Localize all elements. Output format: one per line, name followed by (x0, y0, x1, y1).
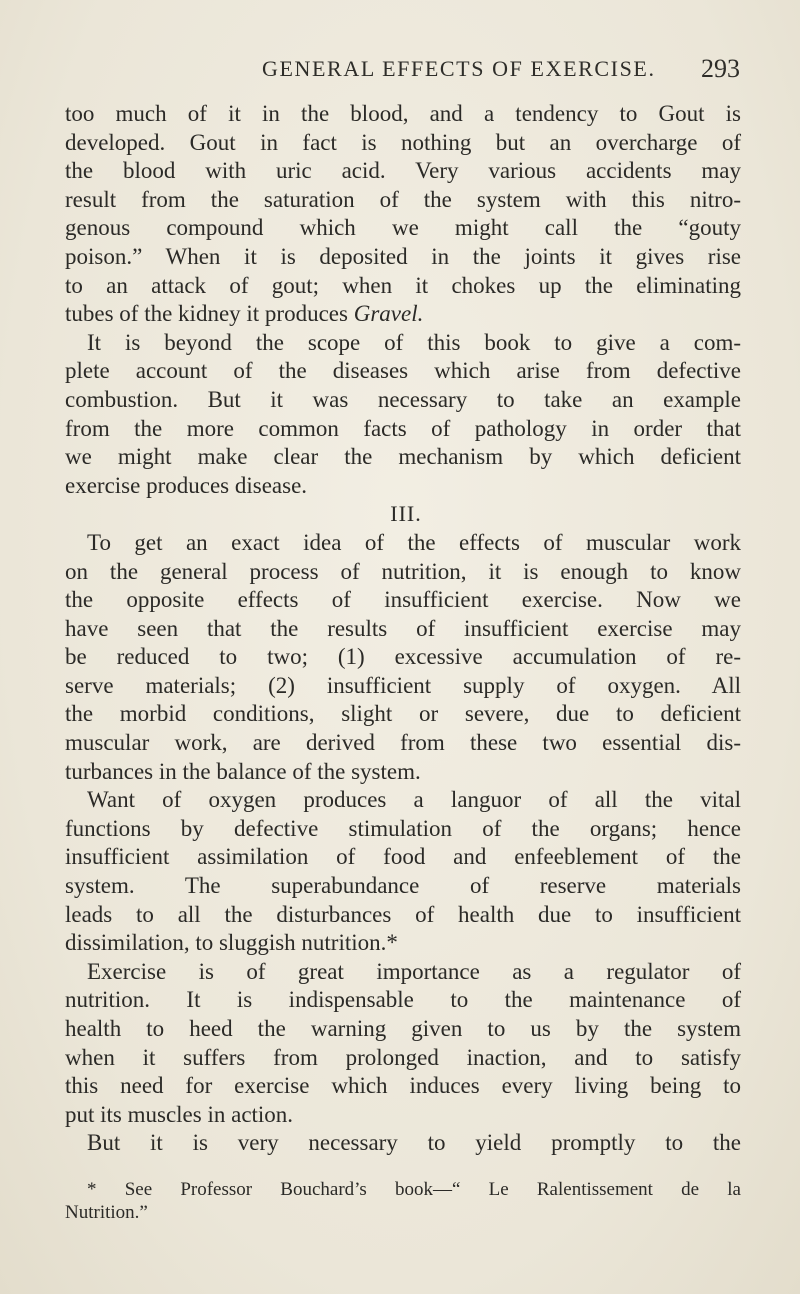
footnote-line: Nutrition.” (65, 1202, 148, 1223)
text-line: developed. Gout in fact is nothing but an overcharge of (65, 129, 741, 155)
text-line: leads to all the disturbances of health due to insufficient (65, 901, 741, 927)
section-number: III. (390, 501, 422, 527)
text-line: functions by defective stimulation of the organs; hence (65, 815, 741, 841)
italic-term-gravel: Gravel. (353, 301, 424, 327)
text-line: put its muscles in action. (65, 1101, 294, 1127)
page-number: 293 (701, 54, 740, 83)
text-line: the opposite effects of insufficient exercise. Now we (65, 587, 741, 613)
text-line: Exercise is of great importance as a regulator of (87, 958, 741, 984)
footnote-line: * See Professor Bouchard’s book—“ Le Ralentissement de la (87, 1179, 741, 1200)
text-line: result from the saturation of the system with this nitro- (65, 186, 741, 212)
text-line: be reduced to two; (1) excessive accumulation of re- (65, 644, 741, 670)
text-line: the blood with uric acid. Very various accidents may (65, 158, 741, 184)
text-line: turbances in the balance of the system. (65, 758, 421, 784)
text-fragment: tubes of the kidney it produces (65, 301, 348, 327)
text-line: But it is very necessary to yield promptly to the (87, 1130, 741, 1156)
page-header (0, 56, 800, 88)
footnote (65, 1178, 741, 1224)
text-line: insufficient assimilation of food and enfeeblement of the (65, 844, 741, 870)
text-line: to an attack of gout; when it chokes up the eliminating (65, 272, 741, 298)
text-line: poison.” When it is deposited in the joints it gives rise (65, 243, 741, 269)
text-line: To get an exact idea of the effects of muscular work (87, 529, 741, 555)
text-line: serve materials; (2) insufficient supply of oxygen. All (65, 672, 741, 698)
text-line: too much of it in the blood, and a tendency to Gout is (65, 101, 741, 126)
text-line: plete account of the diseases which arise from defective (65, 358, 741, 384)
text-line: muscular work, are derived from these two essential dis- (65, 730, 741, 756)
text-line: we might make clear the mechanism by which deficient (65, 444, 741, 470)
text-line: nutrition. It is indispensable to the maintenance of (65, 987, 741, 1013)
text-line: on the general process of nutrition, it is enough to know (65, 558, 741, 584)
text-line: when it suffers from prolonged inaction, and to satisfy (65, 1044, 741, 1070)
body-text (65, 100, 741, 1158)
text-line: the morbid conditions, slight or severe, due to deficient (65, 701, 741, 727)
text-line: this need for exercise which induces every living being to (65, 1073, 741, 1099)
text-line: have seen that the results of insufficient exercise may (65, 615, 741, 641)
text-line: health to heed the warning given to us by the system (65, 1016, 741, 1041)
running-head: GENERAL EFFECTS OF EXERCISE. (262, 56, 656, 81)
text-line: combustion. But it was necessary to take an example (65, 386, 741, 412)
text-line: dissimilation, to sluggish nutrition.* (65, 930, 398, 956)
text-line (65, 300, 741, 329)
text-line: It is beyond the scope of this book to give a com- (87, 329, 741, 355)
text-line: genous compound which we might call the “gouty (65, 215, 741, 241)
text-line: Want of oxygen produces a languor of all the vital (87, 787, 741, 813)
text-line: from the more common facts of pathology in order that (65, 415, 741, 441)
text-line: system. The superabundance of reserve materials (65, 873, 741, 899)
text-line: exercise produces disease. (65, 472, 308, 498)
